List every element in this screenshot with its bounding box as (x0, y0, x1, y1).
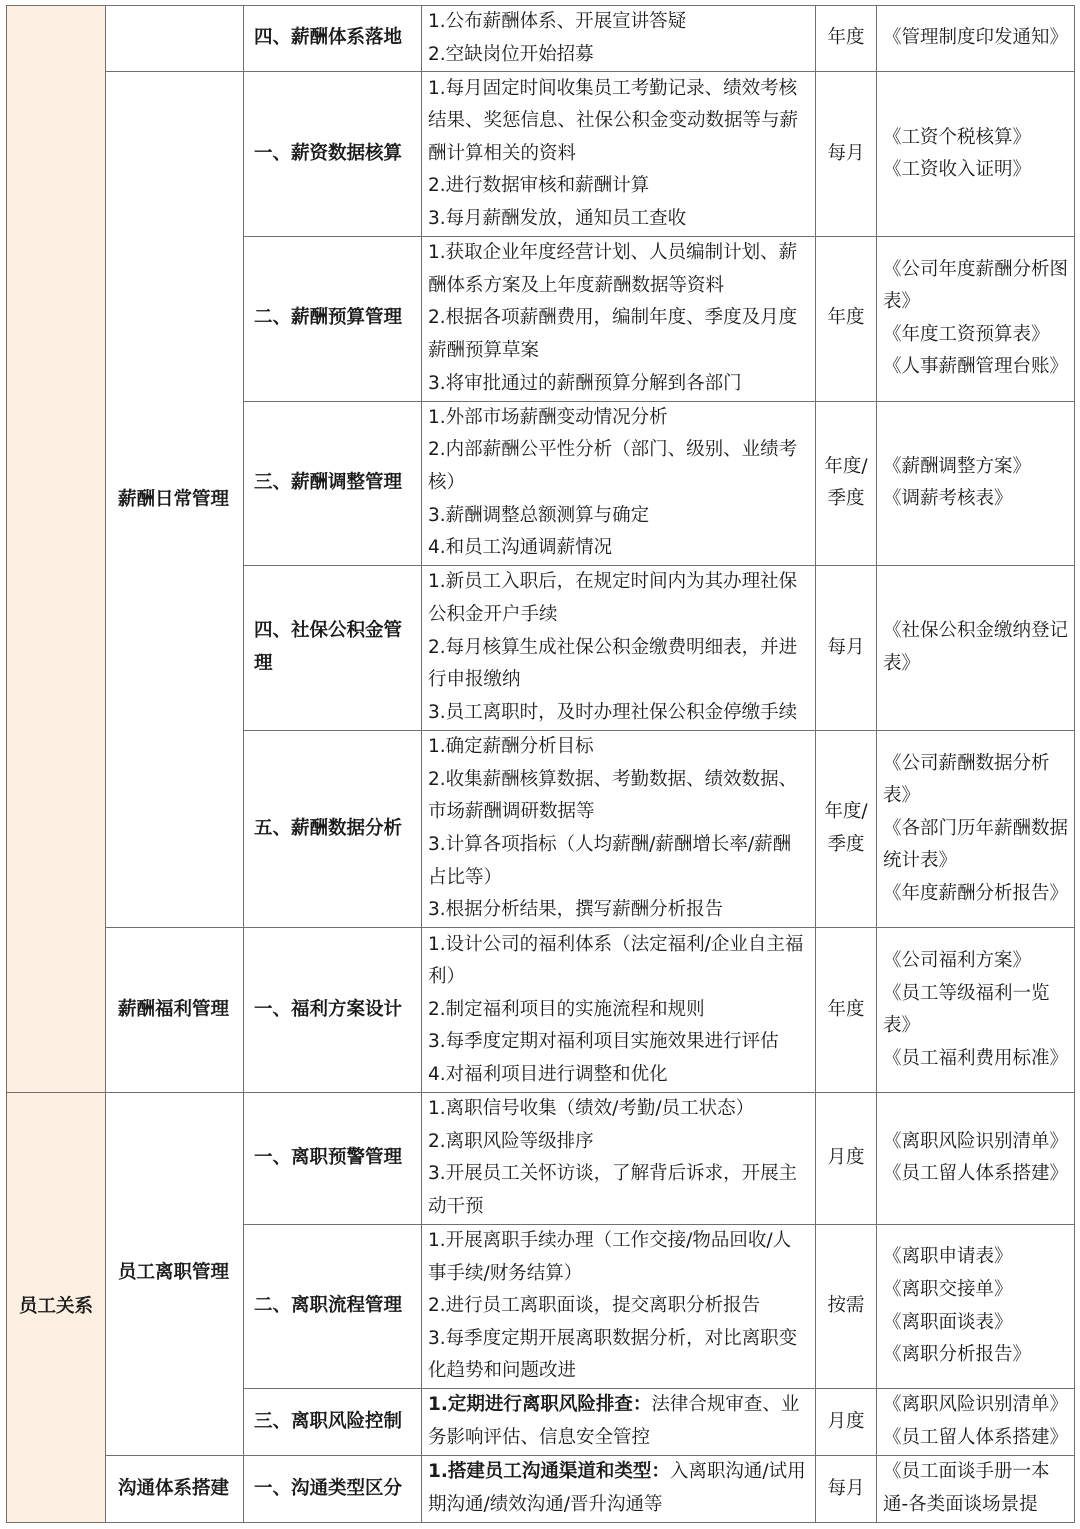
frequency-cell: 每月 (816, 1455, 877, 1522)
document-line: 《员工留人体系搭建》 (883, 1163, 1069, 1185)
content-line: 1.外部市场薪酬变动情况分析 (428, 406, 668, 428)
frequency-cell: 按需 (816, 1224, 877, 1389)
documents-cell (877, 72, 1075, 237)
level3-cell: 四、社保公积金管理 (244, 566, 422, 731)
documents-cell (877, 6, 1075, 72)
documents-cell (877, 566, 1075, 731)
table-row (7, 72, 1075, 237)
level2-cell (106, 6, 244, 72)
content-line: 1.设计公司的福利体系（法定福利/企业自主福利） (428, 933, 804, 988)
document-line: 《工资个税核算》 (883, 126, 1032, 148)
content-cell (422, 236, 816, 401)
content-line: 1.开展离职手续办理（工作交接/物品回收/人事手续/财务结算） (428, 1230, 792, 1284)
content-cell (422, 1224, 816, 1389)
content-line: 3.员工离职时，及时办理社保公积金停缴手续 (428, 701, 798, 723)
documents-cell (877, 1092, 1075, 1224)
hr-process-table (6, 5, 1075, 1523)
frequency-cell: 年度/季度 (816, 730, 877, 928)
content-line: 3.根据分析结果，撰写薪酬分析报告 (428, 899, 724, 921)
table-row (7, 1455, 1075, 1522)
documents-cell (877, 730, 1075, 928)
content-line: 2.进行数据审核和薪酬计算 (428, 175, 650, 197)
content-line: 2.制定福利项目的实施流程和规则 (428, 998, 705, 1020)
document-line: 《离职风险识别清单》 (883, 1394, 1069, 1416)
content-line: 2.收集薪酬核算数据、考勤数据、绩效数据、市场薪酬调研数据等 (428, 768, 798, 823)
document-line: 《离职分析报告》 (883, 1344, 1032, 1366)
content-line (428, 1456, 809, 1521)
content-line: 3.每季度定期开展离职数据分析，对比离职变化趋势和问题改进 (428, 1327, 798, 1382)
level2-cell: 薪酬日常管理 (106, 72, 244, 928)
content-line: 2.离职风险等级排序 (428, 1130, 594, 1152)
document-line: 《各部门历年薪酬数据统计表》 (883, 817, 1069, 872)
content-line: 3.开展员工关怀访谈，了解背后诉求，开展主动干预 (428, 1163, 798, 1217)
content-line: 2.每月核算生成社保公积金缴费明细表，并进行申报缴纳 (428, 636, 798, 691)
content-line: 3.计算各项指标（人均薪酬/薪酬增长率/薪酬占比等） (428, 833, 792, 888)
content-rest: 法律合规审查、业务影响评估、信息安全管控 (428, 1394, 800, 1448)
level2-cell: 薪酬福利管理 (106, 928, 244, 1093)
level3-cell: 一、福利方案设计 (244, 928, 422, 1093)
content-cell (422, 1389, 816, 1455)
content-line: 2.根据各项薪酬费用，编制年度、季度及月度薪酬预算草案 (428, 307, 798, 362)
content-line: 4.对福利项目进行调整和优化 (428, 1064, 668, 1085)
content-line: 2.空缺岗位开始招募 (428, 43, 594, 65)
document-line: 《员工等级福利一览表》 (883, 982, 1050, 1037)
documents-cell (877, 928, 1075, 1093)
content-cell (422, 1092, 816, 1224)
documents-cell (877, 1455, 1075, 1522)
content-line: 1.获取企业年度经营计划、人员编制计划、薪酬体系方案及上年度薪酬数据等资料 (428, 242, 798, 296)
level3-cell: 二、离职流程管理 (244, 1224, 422, 1389)
content-rest: 入离职沟通/试用期沟通/绩效沟通/晋升沟通等 (428, 1461, 806, 1515)
content-line: 2.进行员工离职面谈，提交离职分析报告 (428, 1295, 761, 1317)
document-line: 《管理制度印发通知》 (883, 27, 1069, 49)
content-bold-lead: 1.搭建员工沟通渠道和类型： (428, 1461, 670, 1483)
frequency-cell: 年度 (816, 6, 877, 72)
content-cell (422, 72, 816, 237)
frequency-cell: 月度 (816, 1389, 877, 1455)
level3-cell: 四、薪酬体系落地 (244, 6, 422, 72)
document-line: 《员工福利费用标准》 (883, 1047, 1069, 1069)
content-line: 3.将审批通过的薪酬预算分解到各部门 (428, 372, 742, 394)
table-row (7, 928, 1075, 1093)
content-line: 1.确定薪酬分析目标 (428, 736, 594, 758)
document-line: 《人事薪酬管理台账》 (883, 356, 1069, 378)
content-line: 3.每月薪酬发放，通知员工查收 (428, 208, 687, 230)
document-line: 《离职风险识别清单》 (883, 1130, 1069, 1152)
content-line: 4.和员工沟通调薪情况 (428, 537, 613, 559)
content-line: 1.新员工入职后，在规定时间内为其办理社保公积金开户手续 (428, 571, 798, 625)
content-line: 1.每月固定时间收集员工考勤记录、绩效考核结果、奖惩信息、社保公积金变动数据等与薪酬计算相关的资料 (428, 77, 799, 164)
document-line: 《年度工资预算表》 (883, 323, 1050, 345)
content-cell (422, 566, 816, 731)
level3-cell: 一、薪资数据核算 (244, 72, 422, 237)
content-cell (422, 6, 816, 72)
document-line: 《员工留人体系搭建》 (883, 1426, 1069, 1448)
document-line: 《公司福利方案》 (883, 949, 1032, 971)
content-line: 3.薪酬调整总额测算与确定 (428, 504, 650, 526)
content-bold-lead: 1.定期进行离职风险排查： (428, 1394, 652, 1416)
level3-cell: 三、离职风险控制 (244, 1389, 422, 1455)
level1-cell: 员工关系 (7, 1092, 106, 1522)
document-line: 《年度薪酬分析报告》 (883, 882, 1069, 904)
document-line: 《公司薪酬数据分析表》 (883, 752, 1050, 807)
level1-cell (7, 6, 106, 1093)
level2-cell: 沟通体系搭建 (106, 1455, 244, 1522)
frequency-cell: 每月 (816, 72, 877, 237)
frequency-cell: 年度/季度 (816, 401, 877, 566)
documents-cell (877, 401, 1075, 566)
level3-cell: 二、薪酬预算管理 (244, 236, 422, 401)
level3-cell: 五、薪酬数据分析 (244, 730, 422, 928)
frequency-cell: 月度 (816, 1092, 877, 1224)
document-line: 《离职申请表》 (883, 1246, 1013, 1268)
content-cell (422, 1455, 816, 1522)
documents-cell (877, 1389, 1075, 1455)
documents-cell (877, 1224, 1075, 1389)
content-cell (422, 928, 816, 1093)
level3-cell: 一、离职预警管理 (244, 1092, 422, 1224)
table-row (7, 1092, 1075, 1224)
level3-cell: 三、薪酬调整管理 (244, 401, 422, 566)
document-line: 《工资收入证明》 (883, 159, 1032, 181)
table-row (7, 6, 1075, 72)
frequency-cell: 年度 (816, 236, 877, 401)
frequency-cell: 年度 (816, 928, 877, 1093)
content-line: 1.公布薪酬体系、开展宣讲答疑 (428, 11, 687, 33)
document-line: 《员工面谈手册一本通-各类面谈场景提 (883, 1461, 1050, 1515)
content-line: 3.每季度定期对福利项目实施效果进行评估 (428, 1031, 779, 1053)
level2-cell: 员工离职管理 (106, 1092, 244, 1455)
content-cell (422, 401, 816, 566)
document-line: 《离职面谈表》 (883, 1311, 1013, 1333)
document-line: 《公司年度薪酬分析图表》 (883, 258, 1069, 313)
document-line: 《调薪考核表》 (883, 488, 1013, 510)
documents-cell (877, 236, 1075, 401)
content-cell (422, 730, 816, 928)
content-line: 2.内部薪酬公平性分析（部门、级别、业绩考核） (428, 439, 798, 494)
document-line: 《离职交接单》 (883, 1278, 1013, 1300)
content-line: 1.离职信号收集（绩效/考勤/员工状态） (428, 1098, 755, 1120)
document-line: 《薪酬调整方案》 (883, 455, 1032, 477)
frequency-cell: 每月 (816, 566, 877, 731)
content-line (428, 1389, 809, 1454)
level3-cell: 一、沟通类型区分 (244, 1455, 422, 1522)
document-line: 《社保公积金缴纳登记表》 (883, 620, 1069, 674)
